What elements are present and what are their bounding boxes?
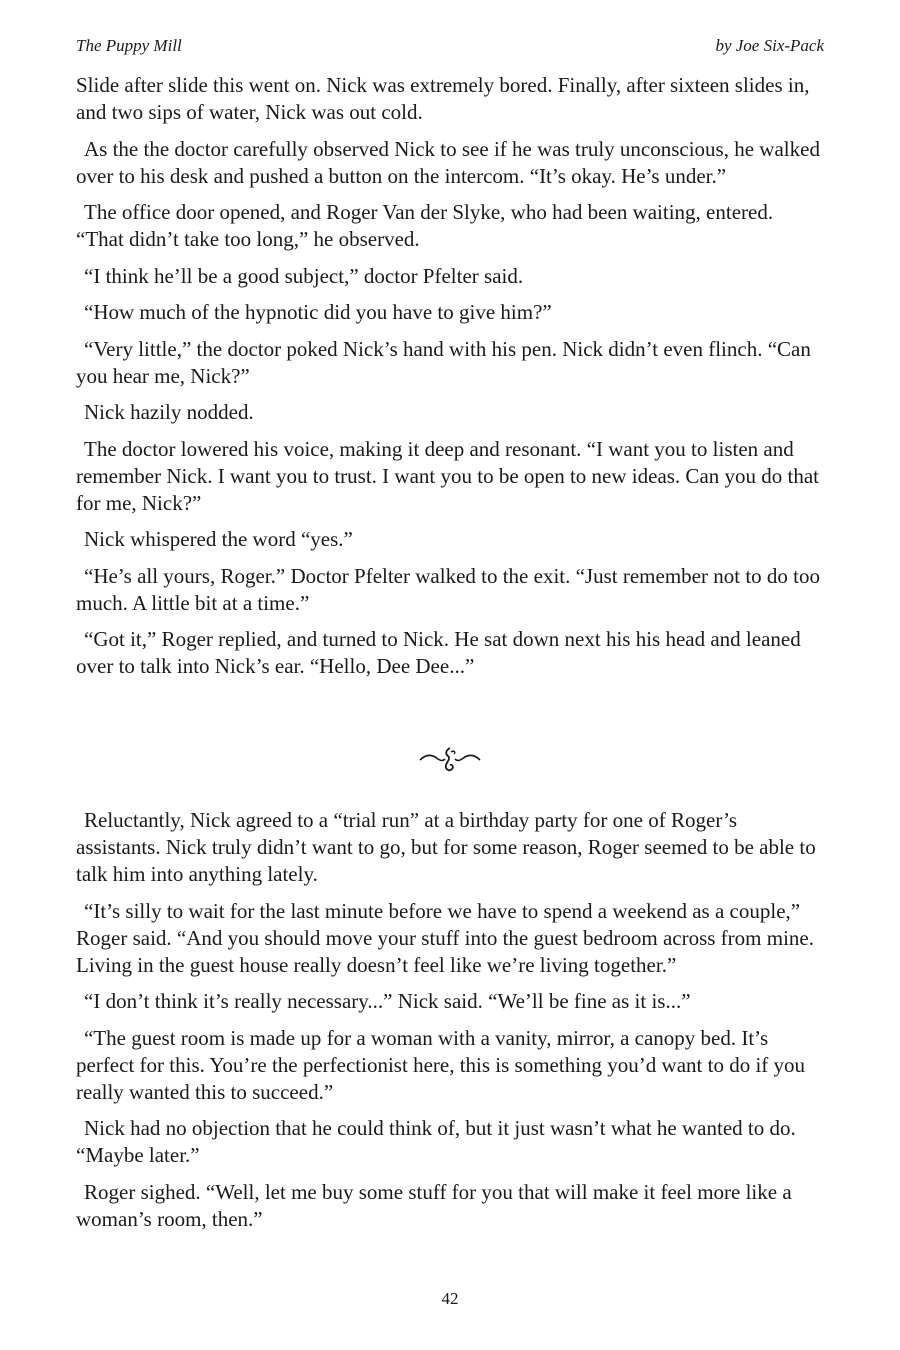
paragraph: The doctor lowered his voice, making it deep and resonant. “I want you to listen and remember Nick. I want you to trust. I want you to be open to new ideas. Can you do that for me, Nick?” — [76, 436, 819, 515]
book-title: The Puppy Mill — [76, 36, 182, 55]
paragraph: “It’s silly to wait for the last minute before we have to spend a weekend as a couple,” Roger said. “And you should move your stuff into the guest bedroom across from mine. Living in the guest house really doesn’t feel like we’re living together.” — [76, 898, 814, 977]
paragraph: Roger sighed. “Well, let me buy some stuff for you that will make it feel more like a woman’s room, then.” — [76, 1179, 792, 1231]
paragraph: “Very little,” the doctor poked Nick’s hand with his pen. Nick didn’t even flinch. “Can you hear me, Nick?” — [76, 336, 811, 388]
paragraph: The office door opened, and Roger Van der Slyke, who had been waiting, entered. “That didn’t take too long,” he observed. — [76, 200, 774, 251]
author-name: by Joe Six-Pack — [715, 36, 824, 55]
paragraph: Nick whispered the word “yes.” — [84, 527, 353, 551]
page-number: 42 — [441, 1289, 459, 1308]
paragraph: Reluctantly, Nick agreed to a “trial run” at a birthday party for one of Roger’s assistants. Nick truly didn’t want to go, but for some reason, Roger seemed to be able to talk him into anything lately. — [76, 808, 816, 886]
paragraph: Slide after slide this went on. Nick was extremely bored. Finally, after sixteen slides in, and two sips of water, Nick was out cold. — [76, 73, 810, 124]
paragraph: “I think he’ll be a good subject,” doctor Pfelter said. — [84, 263, 524, 288]
running-header — [76, 36, 824, 60]
scene-break-ornament-icon — [418, 744, 482, 774]
paragraph: “He’s all yours, Roger.” Doctor Pfelter walked to the exit. “Just remember not to do too much. A little bit at a time.” — [76, 563, 820, 615]
paragraph: “Got it,” Roger replied, and turned to Nick. He sat down next his his head and leaned over to talk into Nick’s ear. “Hello, Dee Dee...” — [76, 627, 801, 678]
paragraph: “I don’t think it’s really necessary...” Nick said. “We’ll be fine as it is...” — [84, 989, 691, 1013]
text-block-2 — [76, 807, 824, 1242]
paragraph: Nick hazily nodded. — [84, 400, 254, 424]
paragraph: Nick had no objection that he could think of, but it just wasn’t what he wanted to do. “Maybe later.” — [76, 1116, 796, 1167]
paragraph: As the the doctor carefully observed Nick to see if he was truly unconscious, he walked over to his desk and pushed a button on the intercom. “It’s okay. He’s under.” — [76, 136, 820, 188]
paragraph: “How much of the hypnotic did you have to give him?” — [84, 300, 552, 324]
text-block-1 — [76, 72, 824, 690]
paragraph: “The guest room is made up for a woman with a vanity, mirror, a canopy bed. It’s perfect for this. You’re the perfectionist here, this is something you’d want to do if you really wanted this to succeed.” — [76, 1025, 806, 1104]
